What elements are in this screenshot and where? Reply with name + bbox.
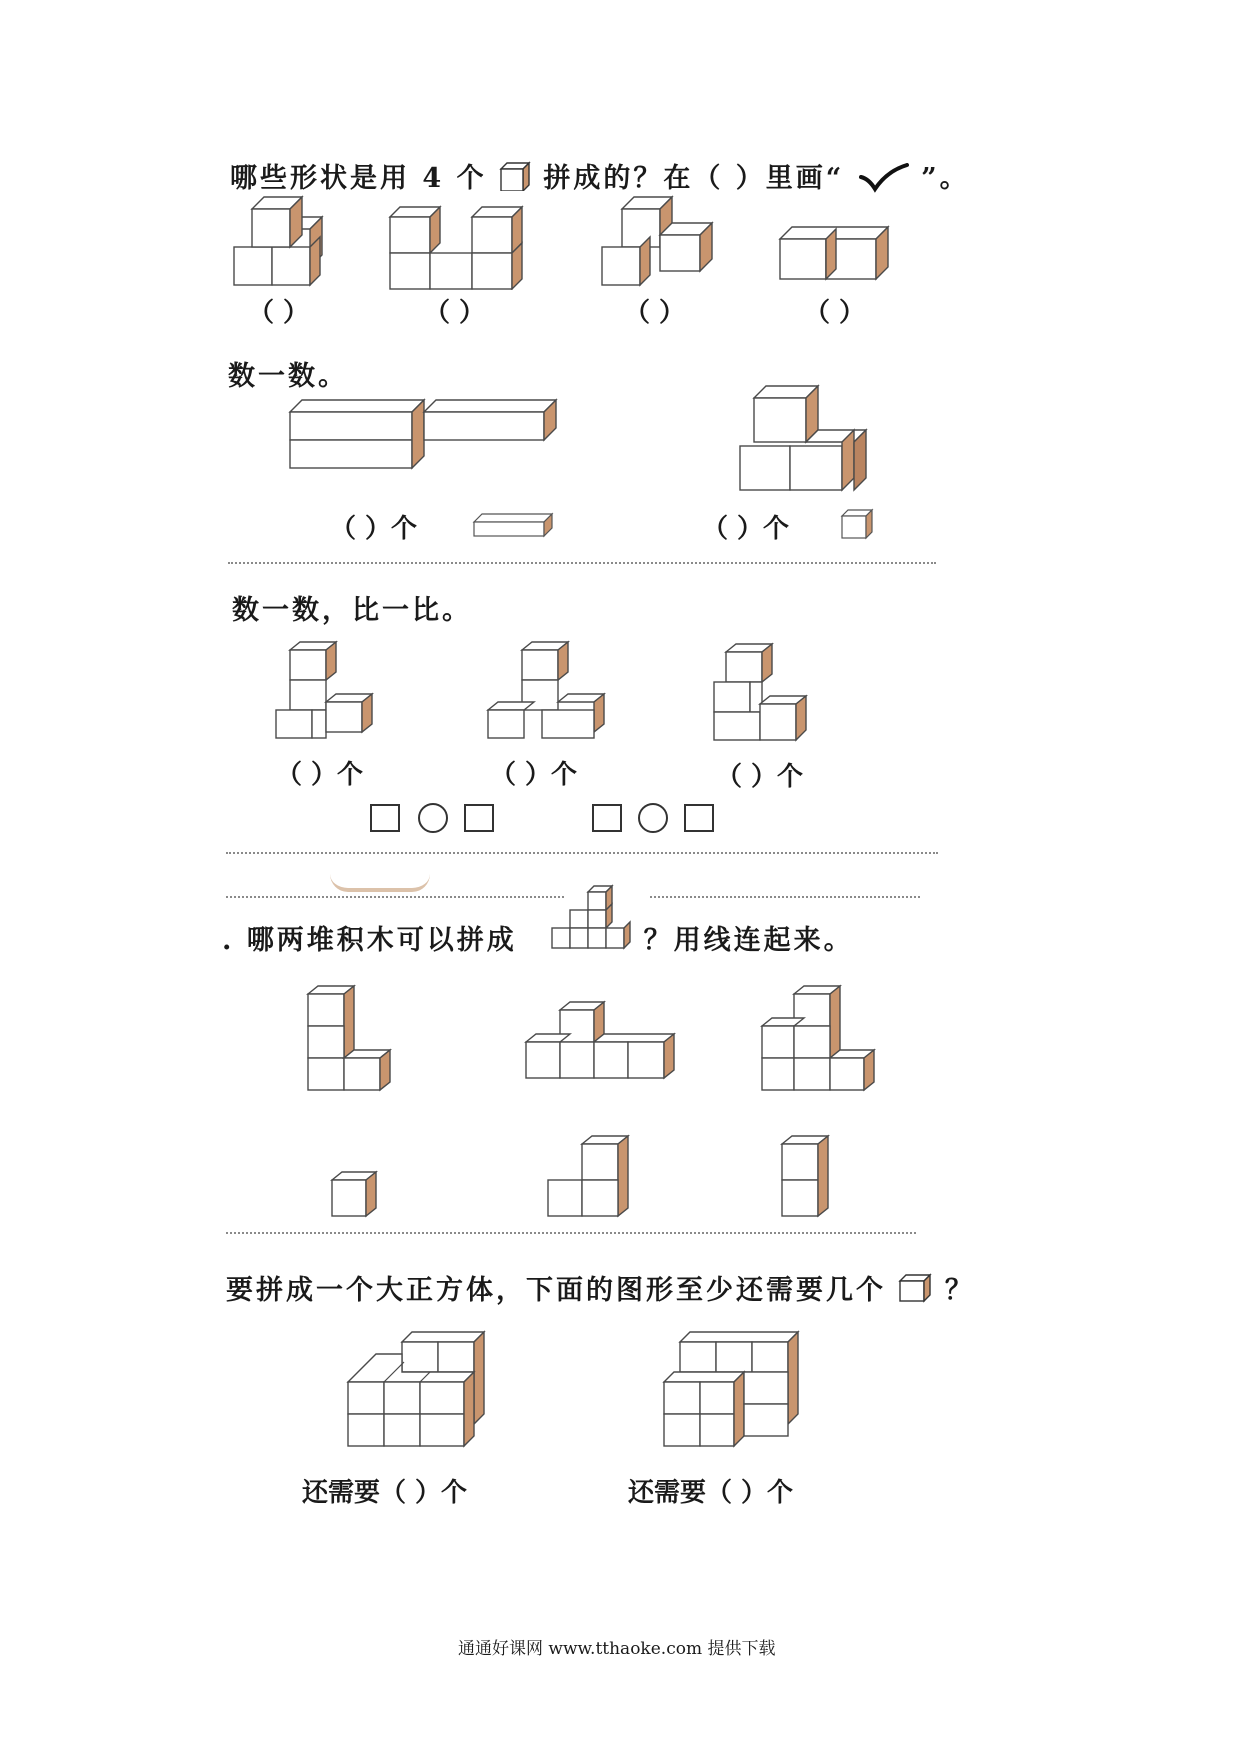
- unit-cube-icon: [898, 1273, 932, 1303]
- footer-source: 通通好课网 www.tthaoke.com 提供下载: [458, 1639, 776, 1659]
- q1-shape-a: [232, 195, 332, 290]
- compare-box[interactable]: [592, 804, 622, 832]
- q4-target-figure: [544, 884, 644, 952]
- scan-smudge: [330, 874, 430, 892]
- divider: [650, 896, 920, 898]
- q1-shape-c: [600, 195, 720, 290]
- q5-prompt: [226, 1268, 975, 1307]
- q1-prompt: [230, 156, 970, 195]
- q1-answer-a[interactable]: （ ）: [248, 298, 310, 328]
- q4-bottom-b: [546, 1134, 636, 1220]
- q2-long-blocks: [288, 398, 568, 473]
- checkmark-icon: [857, 163, 909, 193]
- q3-stack-c: [712, 642, 812, 742]
- q1-text-end: ”。: [921, 163, 970, 194]
- compare-box[interactable]: [370, 804, 400, 832]
- divider: [226, 896, 564, 898]
- q5-text-end: ？: [944, 1275, 975, 1306]
- long-block-icon: [472, 512, 554, 538]
- compare-circle[interactable]: [418, 803, 448, 833]
- divider: [226, 1232, 916, 1234]
- q1-shape-b: [388, 205, 538, 290]
- unit-cube-icon: [840, 508, 876, 540]
- q2-cube-stack: [738, 384, 878, 494]
- q1-answer-c[interactable]: （ ）: [624, 298, 686, 328]
- q4-text-before: 哪两堆积木可以拼成: [246, 925, 517, 956]
- q5-text: 要拼成一个大正方体，下面的图形至少还需要几个: [226, 1275, 886, 1306]
- q1-text-before: 哪些形状是用 4 个: [230, 163, 487, 194]
- q1-text-after: 拼成的？在（ ）里画“: [543, 163, 845, 194]
- q4-top-c: [760, 984, 880, 1094]
- q4-top-a: [306, 984, 396, 1094]
- q4-text-after: ？用线连起来。: [643, 925, 854, 956]
- q3-count-a[interactable]: （ ）个: [276, 760, 364, 790]
- compare-circle[interactable]: [638, 803, 668, 833]
- q4-prompt: [222, 918, 854, 957]
- q5-figure-a: [346, 1330, 496, 1450]
- q3-stack-a: [274, 640, 374, 740]
- q2-title: 数一数。: [228, 361, 348, 392]
- q5-figure-b: [662, 1330, 812, 1450]
- q3-title: 数一数，比一比。: [232, 595, 472, 626]
- q2-count-b[interactable]: （ ）个: [702, 514, 790, 544]
- q1-shape-d: [778, 225, 898, 285]
- q3-count-b[interactable]: （ ）个: [490, 760, 578, 790]
- compare-box[interactable]: [684, 804, 714, 832]
- unit-cube-icon: [499, 161, 531, 191]
- q3-stack-b: [486, 640, 606, 740]
- q3-count-c[interactable]: （ ）个: [716, 762, 804, 792]
- compare-box[interactable]: [464, 804, 494, 832]
- divider: [228, 562, 936, 564]
- q1-answer-b[interactable]: （ ）: [424, 298, 486, 328]
- q2-count-a[interactable]: （ ）个: [330, 514, 418, 544]
- q4-bottom-a: [330, 1170, 382, 1220]
- q5-need-a[interactable]: 还需要（ ）个: [302, 1478, 468, 1508]
- q5-need-b[interactable]: 还需要（ ）个: [628, 1478, 794, 1508]
- q4-top-b: [524, 1000, 684, 1085]
- q1-answer-d[interactable]: （ ）: [804, 298, 866, 328]
- q4-bottom-c: [780, 1134, 836, 1220]
- divider: [226, 852, 938, 854]
- q4-prefix: .: [222, 925, 235, 956]
